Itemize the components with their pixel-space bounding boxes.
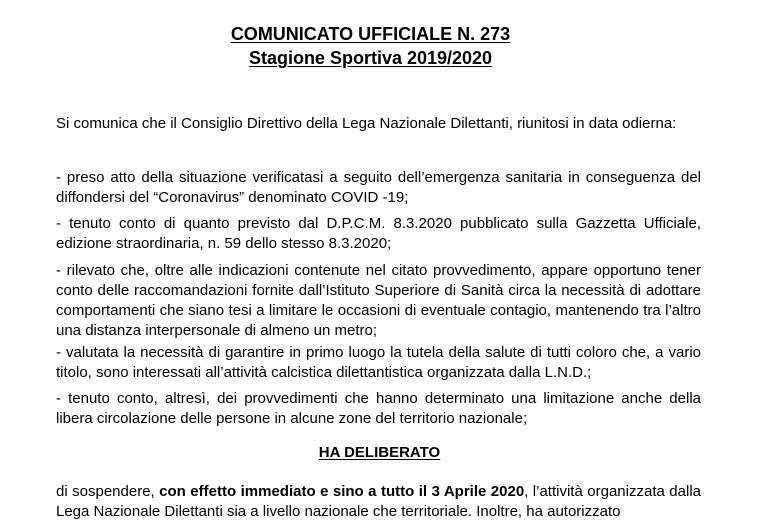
decision-heading: HA DELIBERATO bbox=[318, 444, 441, 461]
point-emergency: - preso atto della situazione verificatasi a seguito dell’emergenza sanitaria in conseguenza del diffondersi del “Coronavirus” denominato COVID -19; bbox=[56, 169, 701, 206]
decision-effect-period: con effetto immediato e sino a tutto il 3 Aprile 2020 bbox=[159, 483, 525, 500]
document-header bbox=[0, 22, 741, 70]
document-title: COMUNICATO UFFICIALE N. 273 bbox=[230, 24, 511, 44]
decision-suffix: , l’attività organizzata dalla Lega Nazionale Dilettanti sia a livello nazionale che territoriale. Inoltre, ha autorizzato bbox=[56, 483, 701, 520]
point-circulation-limits: - tenuto conto, altresì, dei provvedimenti che hanno determinato una limitazione anche della libera circolazione delle persone in alcune zone del territorio nazionale; bbox=[56, 390, 701, 427]
point-iss-recommendations: - rilevato che, oltre alle indicazioni contenute nel citato provvedimento, appare opportuno tener conto delle raccomandazioni fornite dall’Istituto Superiore di Sanità circa la necessità di adottare comportamenti che siano tesi a limitare le occasioni di eventuale contagio, mantenendo tra l’altro una distanza interpersonale di almeno un metro; bbox=[56, 262, 701, 339]
point-health-protection: - valutata la necessità di garantire in primo luogo la tutela della salute di tutti coloro che, a vario titolo, sono interessati all’attività calcistica dilettantistica organizzata dalla L.N.D.; bbox=[56, 344, 701, 381]
intro-paragraph: Si comunica che il Consiglio Direttivo della Lega Nazionale Dilettanti, riunitosi in data odierna: bbox=[56, 115, 677, 132]
decision-paragraph bbox=[56, 482, 701, 522]
point-dpcm: - tenuto conto di quanto previsto dal D.P.C.M. 8.3.2020 pubblicato sulla Gazzetta Ufficiale, edizione straordinaria, n. 59 dello stesso 8.3.2020; bbox=[56, 215, 701, 252]
decision-prefix: di sospendere, bbox=[56, 483, 160, 500]
document-subtitle: Stagione Sportiva 2019/2020 bbox=[248, 48, 493, 68]
